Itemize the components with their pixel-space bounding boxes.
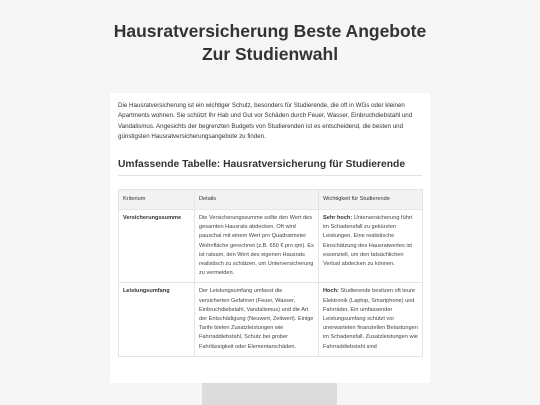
table-row <box>119 283 423 356</box>
page-title-line2: Zur Studienwahl <box>201 44 339 64</box>
table-row <box>119 210 423 283</box>
page-title <box>0 20 540 66</box>
section-title: Umfassende Tabelle: Hausratversicherung für Studierende <box>118 159 406 170</box>
section-divider <box>118 175 422 176</box>
intro-paragraph: Die Hausratversicherung ist ein wichtiger Schutz, besonders für Studierende, die oft in WGs oder kleinen Apartments wohnen. Sie schützt Ihr Hab und Gut vor Schäden durch Feuer, Wasser, Einbruchdiebstahl und Vandalismus. Angesichts der begrenzten Budgets von Studierenden ist es entscheidend, die besten und günstigsten Hausratversicherungsangebote zu finden. <box>118 102 413 140</box>
cell-importance <box>319 283 423 356</box>
importance-label: Hoch: <box>323 288 339 295</box>
cell-details: Die Versicherungssumme sollte den Wert des gesamten Hausrats abdecken. Oft wird pauschal mit einem Wert pro Quadratmeter Wohnfläche gerechnet (z.B. 650 € pro qm). Es ist ratsam, den Wert des eigenen Hausrats realistisch zu schätzen, um Unterversicherung zu vermeiden. <box>195 210 319 283</box>
cell-criterion: Versicherungssumme <box>119 210 195 283</box>
cell-details: Der Leistungsumfang umfasst die versicherten Gefahren (Feuer, Wasser, Einbruchdiebstahl, Vandalismus) und die Art der Entschädigung (Neuwert, Zeitwert). Einige Tarife bieten Zusatzleistungen wie Fahrraddiebstahl, Schutz bei grober Fahrlässigkeit oder Elementarschäden. <box>195 283 319 356</box>
header-importance: Wichtigkeit für Studierende <box>319 190 423 210</box>
importance-text: Unterversicherung führt im Schadensfall zu gekürzten Leistungen. Eine realistische Einschätzung des Hausratwertes ist essenziell, um den tatsächlichen Verlust abdecken zu können. <box>323 215 413 268</box>
ad-placeholder[interactable] <box>202 383 337 405</box>
table-header-row <box>119 190 423 210</box>
insurance-table <box>118 189 423 357</box>
importance-label: Sehr hoch: <box>323 215 353 221</box>
importance-text: Studierende besitzen oft teure Elektronik (Laptop, Smartphone) und Fahrräder. Ein umfassender Leistungsumfang schützt vor unerwarteten finanziellen Belastungen im Schadensfall. Zusatzleistungen wie Fahrraddiebstahl sind <box>323 288 418 350</box>
header-details: Details <box>195 190 319 210</box>
cell-importance <box>319 210 423 283</box>
header-criterion: Kriterium <box>119 190 195 210</box>
cell-criterion: Leistungsumfang <box>119 283 195 356</box>
page-title-line1: Hausratversicherung Beste Angebote <box>113 21 427 41</box>
article-card <box>110 93 430 393</box>
